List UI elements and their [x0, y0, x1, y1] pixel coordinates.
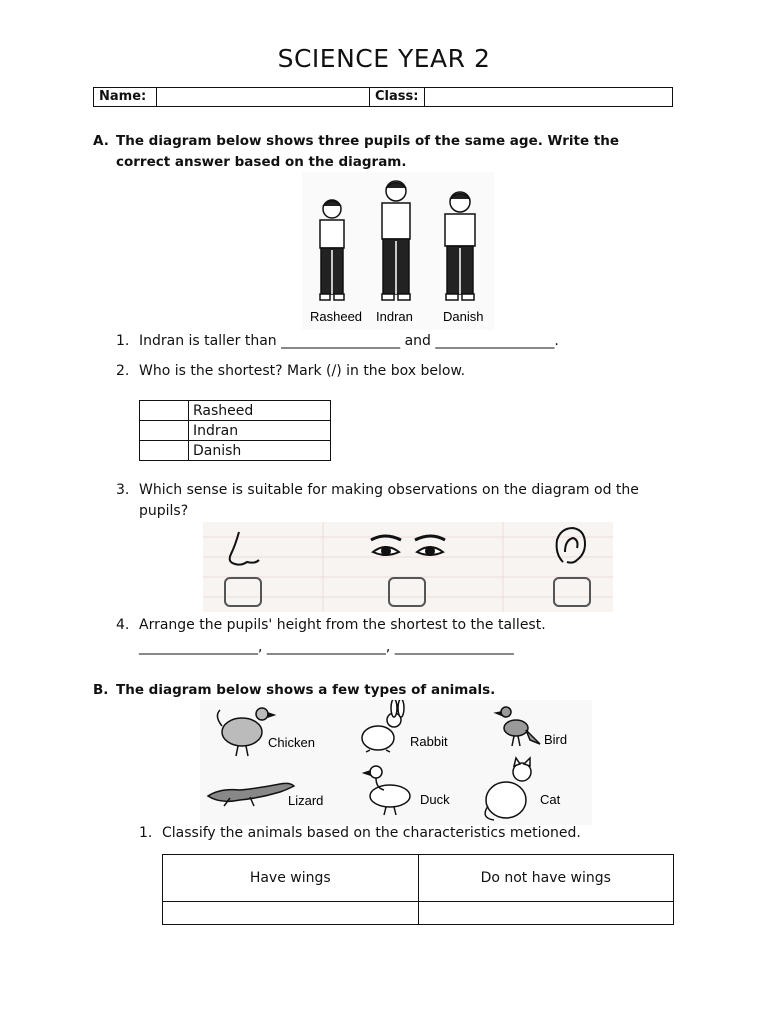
- section-b-prefix: B.: [93, 682, 109, 698]
- q3-number: 3.: [116, 482, 130, 498]
- animal-label-duck: Duck: [420, 792, 450, 807]
- q1-number: 1.: [116, 333, 130, 349]
- animals-diagram: [200, 700, 592, 825]
- option-row-indran: [140, 421, 331, 441]
- q2-number: 2.: [116, 363, 130, 379]
- col-no-wings: Do not have wings: [418, 855, 674, 902]
- animal-label-chicken: Chicken: [268, 735, 315, 750]
- b-q1-number: 1.: [139, 825, 153, 841]
- section-a-heading-line1: The diagram below shows three pupils of the same age. Write the: [116, 133, 620, 149]
- checkbox-indran[interactable]: [140, 421, 189, 441]
- name-label: Name:: [94, 88, 157, 106]
- animal-label-rabbit: Rabbit: [410, 734, 448, 749]
- q4-text-line1: Arrange the pupils' height from the shortest to the tallest.: [139, 617, 546, 633]
- option-row-rasheed: [140, 401, 331, 421]
- animal-label-cat: Cat: [540, 792, 561, 807]
- option-row-danish: [140, 441, 331, 461]
- name-field[interactable]: [157, 88, 370, 106]
- option-label-rasheed: Rasheed: [189, 401, 331, 421]
- section-a-heading-line2: correct answer based on the diagram.: [116, 154, 407, 170]
- pupil-label-rasheed: Rasheed: [310, 309, 363, 324]
- animal-label-bird: Bird: [544, 732, 568, 747]
- senses-diagram: [203, 522, 613, 612]
- q3-text-line2: pupils?: [139, 503, 189, 519]
- classification-table: [162, 854, 674, 925]
- q4-answer-lines: _________________, _________________, _________________: [139, 639, 514, 655]
- section-a-prefix: A.: [93, 133, 109, 149]
- name-class-bar: [93, 87, 673, 107]
- section-b-heading: The diagram below shows a few types of animals.: [116, 682, 496, 698]
- q2-text: Who is the shortest? Mark (/) in the box below.: [139, 363, 466, 379]
- class-label: Class:: [370, 88, 425, 106]
- answer-no-wings[interactable]: [418, 902, 674, 925]
- page-title: SCIENCE YEAR 2: [277, 44, 491, 73]
- q3-text-line1: Which sense is suitable for making observations on the diagram od the: [139, 482, 639, 498]
- pupil-label-danish: Danish: [443, 309, 484, 324]
- class-field[interactable]: [425, 88, 672, 106]
- q1-text: Indran is taller than _________________ and _________________.: [139, 333, 559, 349]
- pupil-label-indran: Indran: [376, 309, 413, 324]
- answer-have-wings[interactable]: [163, 902, 419, 925]
- pupils-diagram: [302, 172, 494, 330]
- option-label-danish: Danish: [189, 441, 331, 461]
- option-label-indran: Indran: [189, 421, 331, 441]
- animal-label-lizard: Lizard: [288, 793, 324, 808]
- checkbox-rasheed[interactable]: [140, 401, 189, 421]
- checkbox-danish[interactable]: [140, 441, 189, 461]
- classification-header-row: [163, 855, 674, 902]
- q4-number: 4.: [116, 617, 130, 633]
- shortest-options-table: [139, 400, 331, 461]
- classification-answer-row: [163, 902, 674, 925]
- b-q1-text: Classify the animals based on the characteristics metioned.: [162, 825, 581, 841]
- col-have-wings: Have wings: [163, 855, 419, 902]
